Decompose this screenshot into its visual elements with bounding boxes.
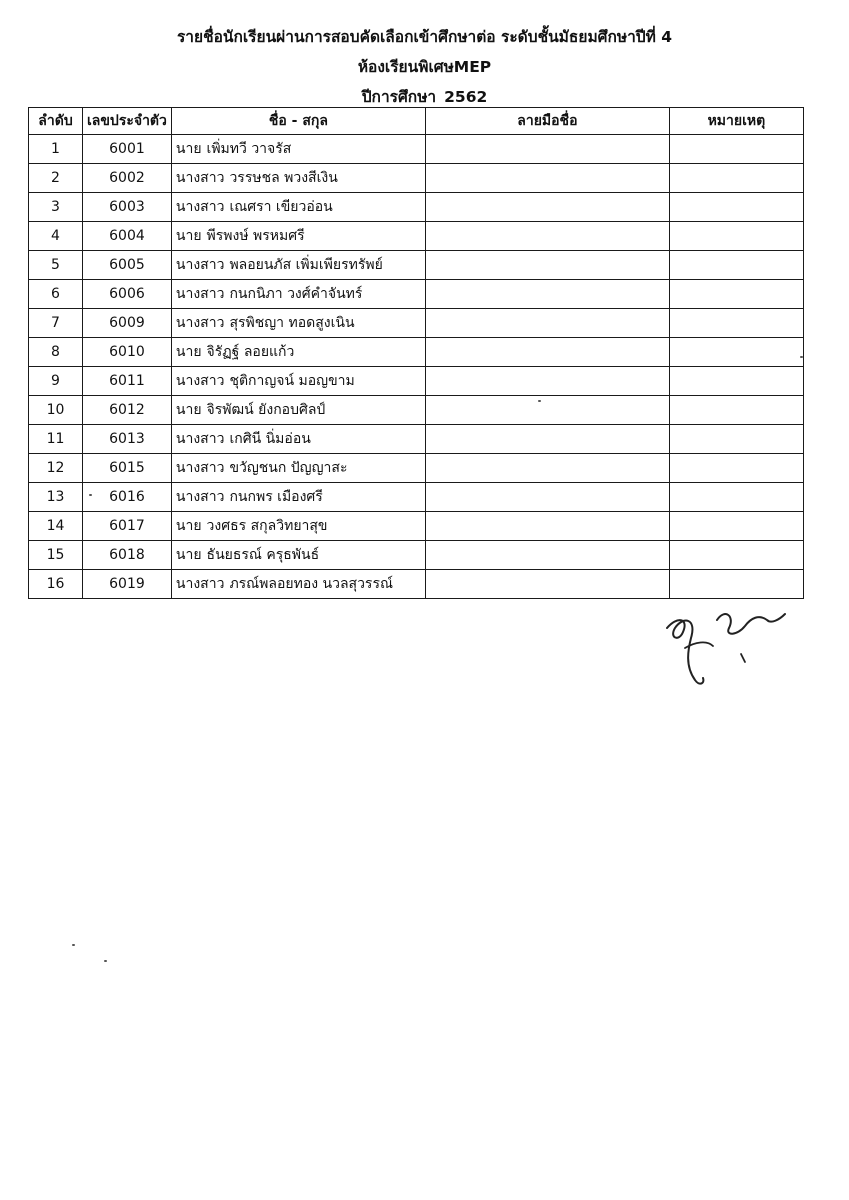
student-name: พีรพงษ์ พรหมศรี: [206, 228, 305, 244]
table-row: [29, 164, 804, 193]
note-cell: [669, 512, 803, 541]
signature-cell: [425, 425, 669, 454]
student-id: 6001: [83, 135, 172, 164]
table-row: [29, 425, 804, 454]
student-name: กนกนิภา วงศ์คำจันทร์: [229, 286, 363, 302]
row-number: 11: [29, 425, 83, 454]
name-prefix: นางสาว: [175, 199, 225, 215]
name-prefix: นางสาว: [175, 286, 225, 302]
student-name: กนกพร เมืองศรี: [229, 489, 323, 505]
name-prefix: นางสาว: [175, 257, 225, 273]
name-prefix: นาย: [175, 402, 202, 418]
student-name: สุรพิชญา ทอดสูงเนิน: [229, 315, 355, 331]
table-row: [29, 135, 804, 164]
note-cell: [669, 425, 803, 454]
signature-cell: [425, 338, 669, 367]
document-title: รายชื่อนักเรียนผ่านการสอบคัดเลือกเข้าศึกษาต่อ ระดับชั้นมัธยมศึกษาปีที่ 4: [176, 28, 673, 46]
student-name: พลอยนภัส เพิ่มเพียรทรัพย์: [229, 257, 383, 273]
note-cell: [669, 193, 803, 222]
table-row: [29, 541, 804, 570]
name-prefix: นาย: [175, 344, 202, 360]
name-prefix: นางสาว: [175, 170, 225, 186]
row-number: 8: [29, 338, 83, 367]
row-number: 2: [29, 164, 83, 193]
academic-year-value: 2562: [444, 88, 488, 106]
name-prefix: นางสาว: [175, 431, 225, 447]
document-subtitle: ห้องเรียนพิเศษMEP: [357, 58, 492, 76]
row-number: 7: [29, 309, 83, 338]
signature-cell: [425, 222, 669, 251]
table-row: [29, 367, 804, 396]
student-name: เกศินี นิ่มอ่อน: [229, 431, 311, 447]
note-cell: [669, 164, 803, 193]
signature-cell: [425, 164, 669, 193]
student-id: 6015: [83, 454, 172, 483]
note-cell: [669, 367, 803, 396]
handwritten-signature: [655, 598, 795, 693]
row-number: 4: [29, 222, 83, 251]
table-row: [29, 570, 804, 599]
signature-cell: [425, 454, 669, 483]
student-id: 6004: [83, 222, 172, 251]
row-number: 3: [29, 193, 83, 222]
header-note: หมายเหตุ: [669, 108, 803, 135]
student-id: 6005: [83, 251, 172, 280]
row-number: 5: [29, 251, 83, 280]
student-name: เพิ่มทวี วาจรัส: [206, 141, 292, 157]
student-name-cell: [171, 483, 425, 512]
student-roster-table: [28, 107, 804, 599]
name-prefix: นาย: [175, 141, 202, 157]
student-name: ภรณ์พลอยทอง นวลสุวรรณ์: [229, 576, 393, 592]
student-name: วงศธร สกุลวิทยาสุข: [206, 518, 328, 534]
academic-year-label: ปีการศึกษา: [361, 88, 437, 106]
scan-speck: [538, 400, 541, 402]
scan-speck: [72, 944, 75, 946]
scan-speck: [89, 494, 92, 496]
student-name-cell: [171, 222, 425, 251]
student-name-cell: [171, 454, 425, 483]
student-name-cell: [171, 164, 425, 193]
row-number: 1: [29, 135, 83, 164]
table-row: [29, 512, 804, 541]
signature-cell: [425, 309, 669, 338]
name-prefix: นาย: [175, 228, 202, 244]
table-row: [29, 193, 804, 222]
note-cell: [669, 454, 803, 483]
table-header-row: [29, 108, 804, 135]
row-number: 16: [29, 570, 83, 599]
note-cell: [669, 483, 803, 512]
note-cell: [669, 338, 803, 367]
signature-cell: [425, 193, 669, 222]
row-number: 13: [29, 483, 83, 512]
row-number: 12: [29, 454, 83, 483]
row-number: 6: [29, 280, 83, 309]
student-name: ธันยธรณ์ ครุธพันธ์: [206, 547, 320, 563]
name-prefix: นางสาว: [175, 460, 225, 476]
name-prefix: นาย: [175, 518, 202, 534]
student-name-cell: [171, 193, 425, 222]
signature-cell: [425, 541, 669, 570]
name-prefix: นางสาว: [175, 315, 225, 331]
table-row: [29, 483, 804, 512]
name-prefix: นางสาว: [175, 489, 225, 505]
student-id: 6003: [83, 193, 172, 222]
row-number: 14: [29, 512, 83, 541]
note-cell: [669, 309, 803, 338]
note-cell: [669, 222, 803, 251]
student-id: 6010: [83, 338, 172, 367]
student-id: 6012: [83, 396, 172, 425]
name-prefix: นางสาว: [175, 576, 225, 592]
student-name-cell: [171, 541, 425, 570]
signature-cell: [425, 280, 669, 309]
student-name-cell: [171, 280, 425, 309]
student-name-cell: [171, 338, 425, 367]
student-id: 6018: [83, 541, 172, 570]
student-id: 6017: [83, 512, 172, 541]
table-row: [29, 280, 804, 309]
note-cell: [669, 541, 803, 570]
student-id: 6019: [83, 570, 172, 599]
signature-cell: [425, 396, 669, 425]
signature-cell: [425, 135, 669, 164]
signature-cell: [425, 570, 669, 599]
scan-speck: [800, 356, 803, 358]
student-name: จิรัฏฐ์ ลอยแก้ว: [206, 344, 295, 360]
note-cell: [669, 135, 803, 164]
signature-cell: [425, 483, 669, 512]
table-row: [29, 396, 804, 425]
student-name: ขวัญชนก ปัญญาสะ: [229, 460, 348, 476]
student-id: 6006: [83, 280, 172, 309]
student-name-cell: [171, 309, 425, 338]
student-name: ชุติกาญจน์ มอญขาม: [229, 373, 355, 389]
table-row: [29, 338, 804, 367]
student-name-cell: [171, 512, 425, 541]
student-id: 6013: [83, 425, 172, 454]
student-name: จิรพัฒน์ ยังกอบศิลป์: [206, 402, 326, 418]
scan-speck: [104, 960, 107, 962]
table-row: [29, 309, 804, 338]
note-cell: [669, 570, 803, 599]
signature-cell: [425, 367, 669, 396]
row-number: 10: [29, 396, 83, 425]
student-id: 6011: [83, 367, 172, 396]
table-body: [29, 135, 804, 599]
student-id: 6016: [83, 483, 172, 512]
name-prefix: นางสาว: [175, 373, 225, 389]
student-name-cell: [171, 396, 425, 425]
table-row: [29, 222, 804, 251]
name-prefix: นาย: [175, 547, 202, 563]
table-row: [29, 251, 804, 280]
student-name: เณศรา เขียวอ่อน: [229, 199, 333, 215]
student-name: วรรษชล พวงสีเงิน: [229, 170, 338, 186]
row-number: 15: [29, 541, 83, 570]
student-id: 6002: [83, 164, 172, 193]
signature-cell: [425, 512, 669, 541]
note-cell: [669, 251, 803, 280]
student-name-cell: [171, 367, 425, 396]
signature-cell: [425, 251, 669, 280]
student-name-cell: [171, 135, 425, 164]
academic-year-line: [0, 84, 849, 109]
student-name-cell: [171, 425, 425, 454]
note-cell: [669, 280, 803, 309]
header-no: ลำดับ: [29, 108, 83, 135]
row-number: 9: [29, 367, 83, 396]
note-cell: [669, 396, 803, 425]
header-name: ชื่อ - สกุล: [171, 108, 425, 135]
student-id: 6009: [83, 309, 172, 338]
table-row: [29, 454, 804, 483]
student-name-cell: [171, 570, 425, 599]
header-signature: ลายมือชื่อ: [425, 108, 669, 135]
header-id: เลขประจำตัว: [83, 108, 172, 135]
student-name-cell: [171, 251, 425, 280]
